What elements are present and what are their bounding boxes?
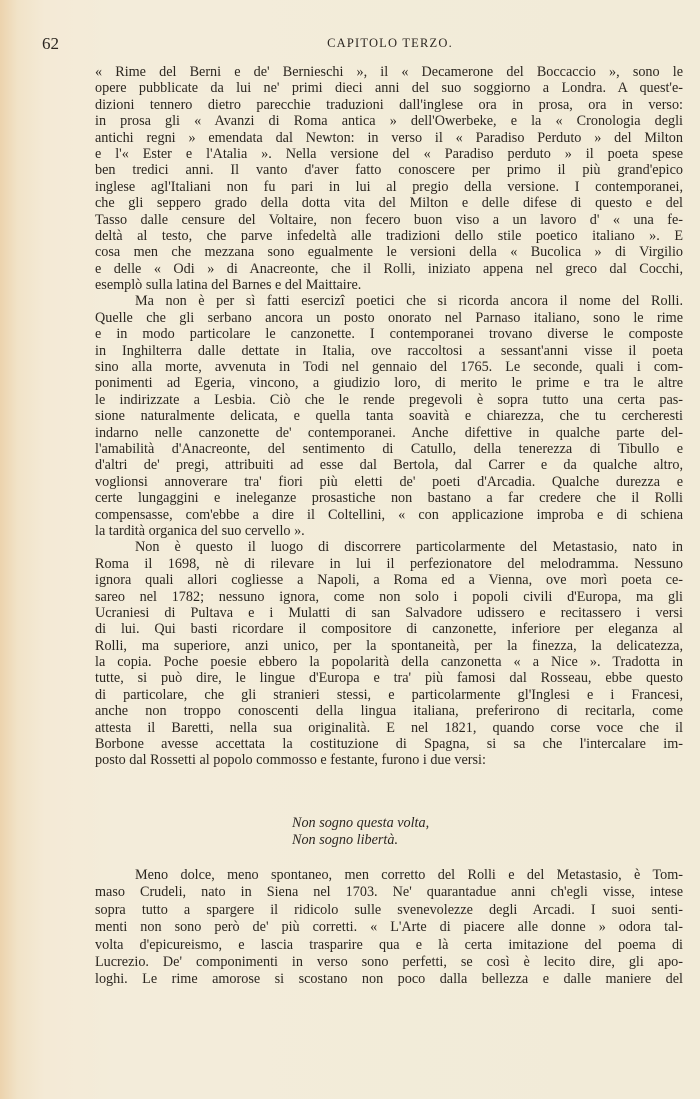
text-line: opere pubblicate da lui ne' primi dieci anni del suo soggiorno a Londra. A quest'e- bbox=[95, 80, 683, 97]
text-line: sino alla morte, avvenuta in Todi nel gennaio del 1765. Le seconde, quali i com- bbox=[95, 359, 683, 376]
text-line: « Rime del Berni e de' Bernieschi », il « Decamerone del Boccaccio », sono le bbox=[95, 64, 683, 80]
running-head: CAPITOLO TERZO. bbox=[327, 36, 453, 50]
text-line: sareo nel 1782; nessuno ignora, come non solo i popoli civili d'Europa, ma gli bbox=[95, 588, 683, 605]
text-line: volta d'epicureismo, e lascia trasparire qua e là certa imitazione del poema di bbox=[95, 936, 683, 953]
text-line: e delle « Odi » di Anacreonte, che il Rolli, iniziato appena nel greco dal Cocchi, bbox=[95, 260, 683, 277]
text-line: Meno dolce, meno spontaneo, men corretto del Rolli e del Metastasio, è Tom- bbox=[135, 867, 683, 883]
text-line: Quelle che gli serbano ancora un posto onorato nel Parnaso italiano, sono le rime bbox=[95, 309, 683, 326]
text-line: sione naturalmente delicata, e quella tanta soavità e chiarezza, che tu cercheresti bbox=[95, 408, 683, 425]
text-line: dizioni tennero dietro parecchie traduzioni dall'inglese ora in prosa, ora in verso: bbox=[95, 96, 683, 113]
text-line: di lui. Qui basti ricordare il compositore di canzonette, inferiore per eleganza al bbox=[95, 621, 683, 638]
body-text bbox=[95, 64, 683, 769]
text-line: le indirizzate a Lesbia. Ciò che le rende pregevoli è sopra tutto una certa pas- bbox=[95, 391, 683, 408]
text-line: d'altri de' pregi, attribuiti ad esse dal Bertola, dal Carrer e da qualche altro, bbox=[95, 457, 683, 474]
text-line: certe lungaggini e ineleganze prosastiche non bastano a far credere che il Rolli bbox=[95, 490, 683, 507]
text-line: anche non troppo conoscenti della lingua italiana, preferirono di recitarla, come bbox=[95, 703, 683, 720]
text-line: deltà al testo, che parve infedeltà alle tradizioni dello stile poetico italiano ». E bbox=[95, 227, 683, 244]
text-line: ben tredici anni. Il vanto d'aver fatto conoscere per primo il più grand'epico bbox=[95, 162, 683, 179]
text-line: la copia. Poche poesie ebbero la popolarità della canzonetta « a Nice ». Tradotta in bbox=[95, 654, 683, 671]
text-line: attesta il Baretti, nella sua originalità. E nel 1821, quando corse voce che il bbox=[95, 719, 683, 736]
text-line: compensasse, com'ebbe a dire il Coltellini, « con applicazione improba e di schiena bbox=[95, 506, 683, 523]
text-line: inglese agl'Italiani non fu pari in lui al pregio della versione. I contemporanei, bbox=[95, 178, 683, 195]
closing-paragraph bbox=[95, 867, 683, 989]
text-line: Non sogno libertà. bbox=[292, 832, 399, 848]
text-line: e in modo particolare le canzonette. I contemporanei trovano diverse le composte bbox=[95, 326, 683, 343]
text-line: Roma il 1698, nè di rilevare in lui il perfezionatore del melodramma. Nessuno bbox=[95, 555, 683, 572]
text-line: in prosa gli « Avanzi di Roma antica » dell'Owerbeke, e la « Cronologia degli bbox=[95, 113, 683, 130]
text-line: Lucrezio. De' componimenti in verso sono perfetti, se così è lecito dire, gli apo- bbox=[95, 953, 683, 970]
text-line: Non è questo il luogo di discorrere particolarmente del Metastasio, nato in bbox=[135, 539, 683, 556]
text-line: ponimenti ad Egeria, vincono, a giudizio loro, di merito le prime e tra le altre bbox=[95, 375, 683, 392]
text-line: tutte, si può dire, le lingue d'Europa e tra' più famosi dal Rosseau, ebbe questo bbox=[95, 670, 683, 687]
text-line: sopra tutto a spargere il ridicolo sulle svenevolezze degli Arcadi. I suoi senti- bbox=[95, 901, 683, 918]
verse-quotation bbox=[292, 815, 429, 849]
text-line: voglionsi annoverare tra' fiori più eletti de' poeti d'Arcadia. Qualche durezza e bbox=[95, 473, 683, 490]
text-line: Borbone avesse accettata la costituzione di Spagna, si sa che l'intercalare im- bbox=[95, 736, 683, 753]
text-line: maso Crudeli, nato in Siena nel 1703. Ne' quarantadue anni ch'egli visse, intese bbox=[95, 884, 683, 901]
page-number: 62 bbox=[42, 34, 59, 53]
text-line: indarno nelle canzonette de' contemporanei. Anche difettive in qualche parte del- bbox=[95, 424, 683, 441]
text-line: cosa men che mezzana sono egualmente le versioni della « Bucolica » di Virgilio bbox=[95, 244, 683, 261]
text-line: ignora quali allori cogliesse a Napoli, a Roma ed a Vienna, ove morì poeta ce- bbox=[95, 572, 683, 589]
text-line: in Inghilterra dalle dettate in Italia, ove raccoltosi a sessant'anni visse il poeta bbox=[95, 342, 683, 359]
text-line: e l'« Ester e l'Atalia ». Nella versione del « Paradiso perduto » il poeta spese bbox=[95, 145, 683, 162]
text-line: che gli seppero grado della dotta vita del Milton e delle difese di questo e del bbox=[95, 195, 683, 212]
text-line: Rolli, ma superiore, anzi unico, per la spontaneità, per la finezza, la delicatezza, bbox=[95, 637, 683, 654]
text-line: Ucraniesi di Pultava e i Mulatti di san Salvadore udissero e recitassero i versi bbox=[95, 604, 683, 621]
text-line: la tardità organica del suo cervello ». bbox=[95, 522, 305, 539]
text-line: loghi. Le rime amorose si scostano non poco dalla bellezza e dalle maniere del bbox=[95, 971, 683, 988]
text-line: esemplò sulla latina del Barnes e del Maittaire. bbox=[95, 277, 362, 294]
text-line: menti non sono però de' più corretti. « L'Arte di piacere alle donne » odora tal- bbox=[95, 919, 683, 936]
text-line: antichi regni » emendata dal Newton: in verso il « Paradiso Perduto » del Milton bbox=[95, 129, 683, 146]
text-line: Tasso dalle censure del Voltaire, non fecero buon viso a un lavoro d' « una fe- bbox=[95, 211, 683, 228]
text-line: Ma non è per sì fatti esercizî poetici che si ricorda ancora il nome del Rolli. bbox=[135, 293, 683, 310]
text-line: l'amabilità d'Anacreonte, del sentimento di Catullo, della tenerezza di Tibullo e bbox=[95, 440, 683, 457]
text-line: posto dal Rossetti al popolo commosso e festante, furono i due versi: bbox=[95, 752, 486, 769]
text-line: di particolare, che gli stranieri stessi, e particolarmente gl'Inglesi e i Francesi, bbox=[95, 686, 683, 703]
text-line: Non sogno questa volta, bbox=[292, 815, 430, 831]
